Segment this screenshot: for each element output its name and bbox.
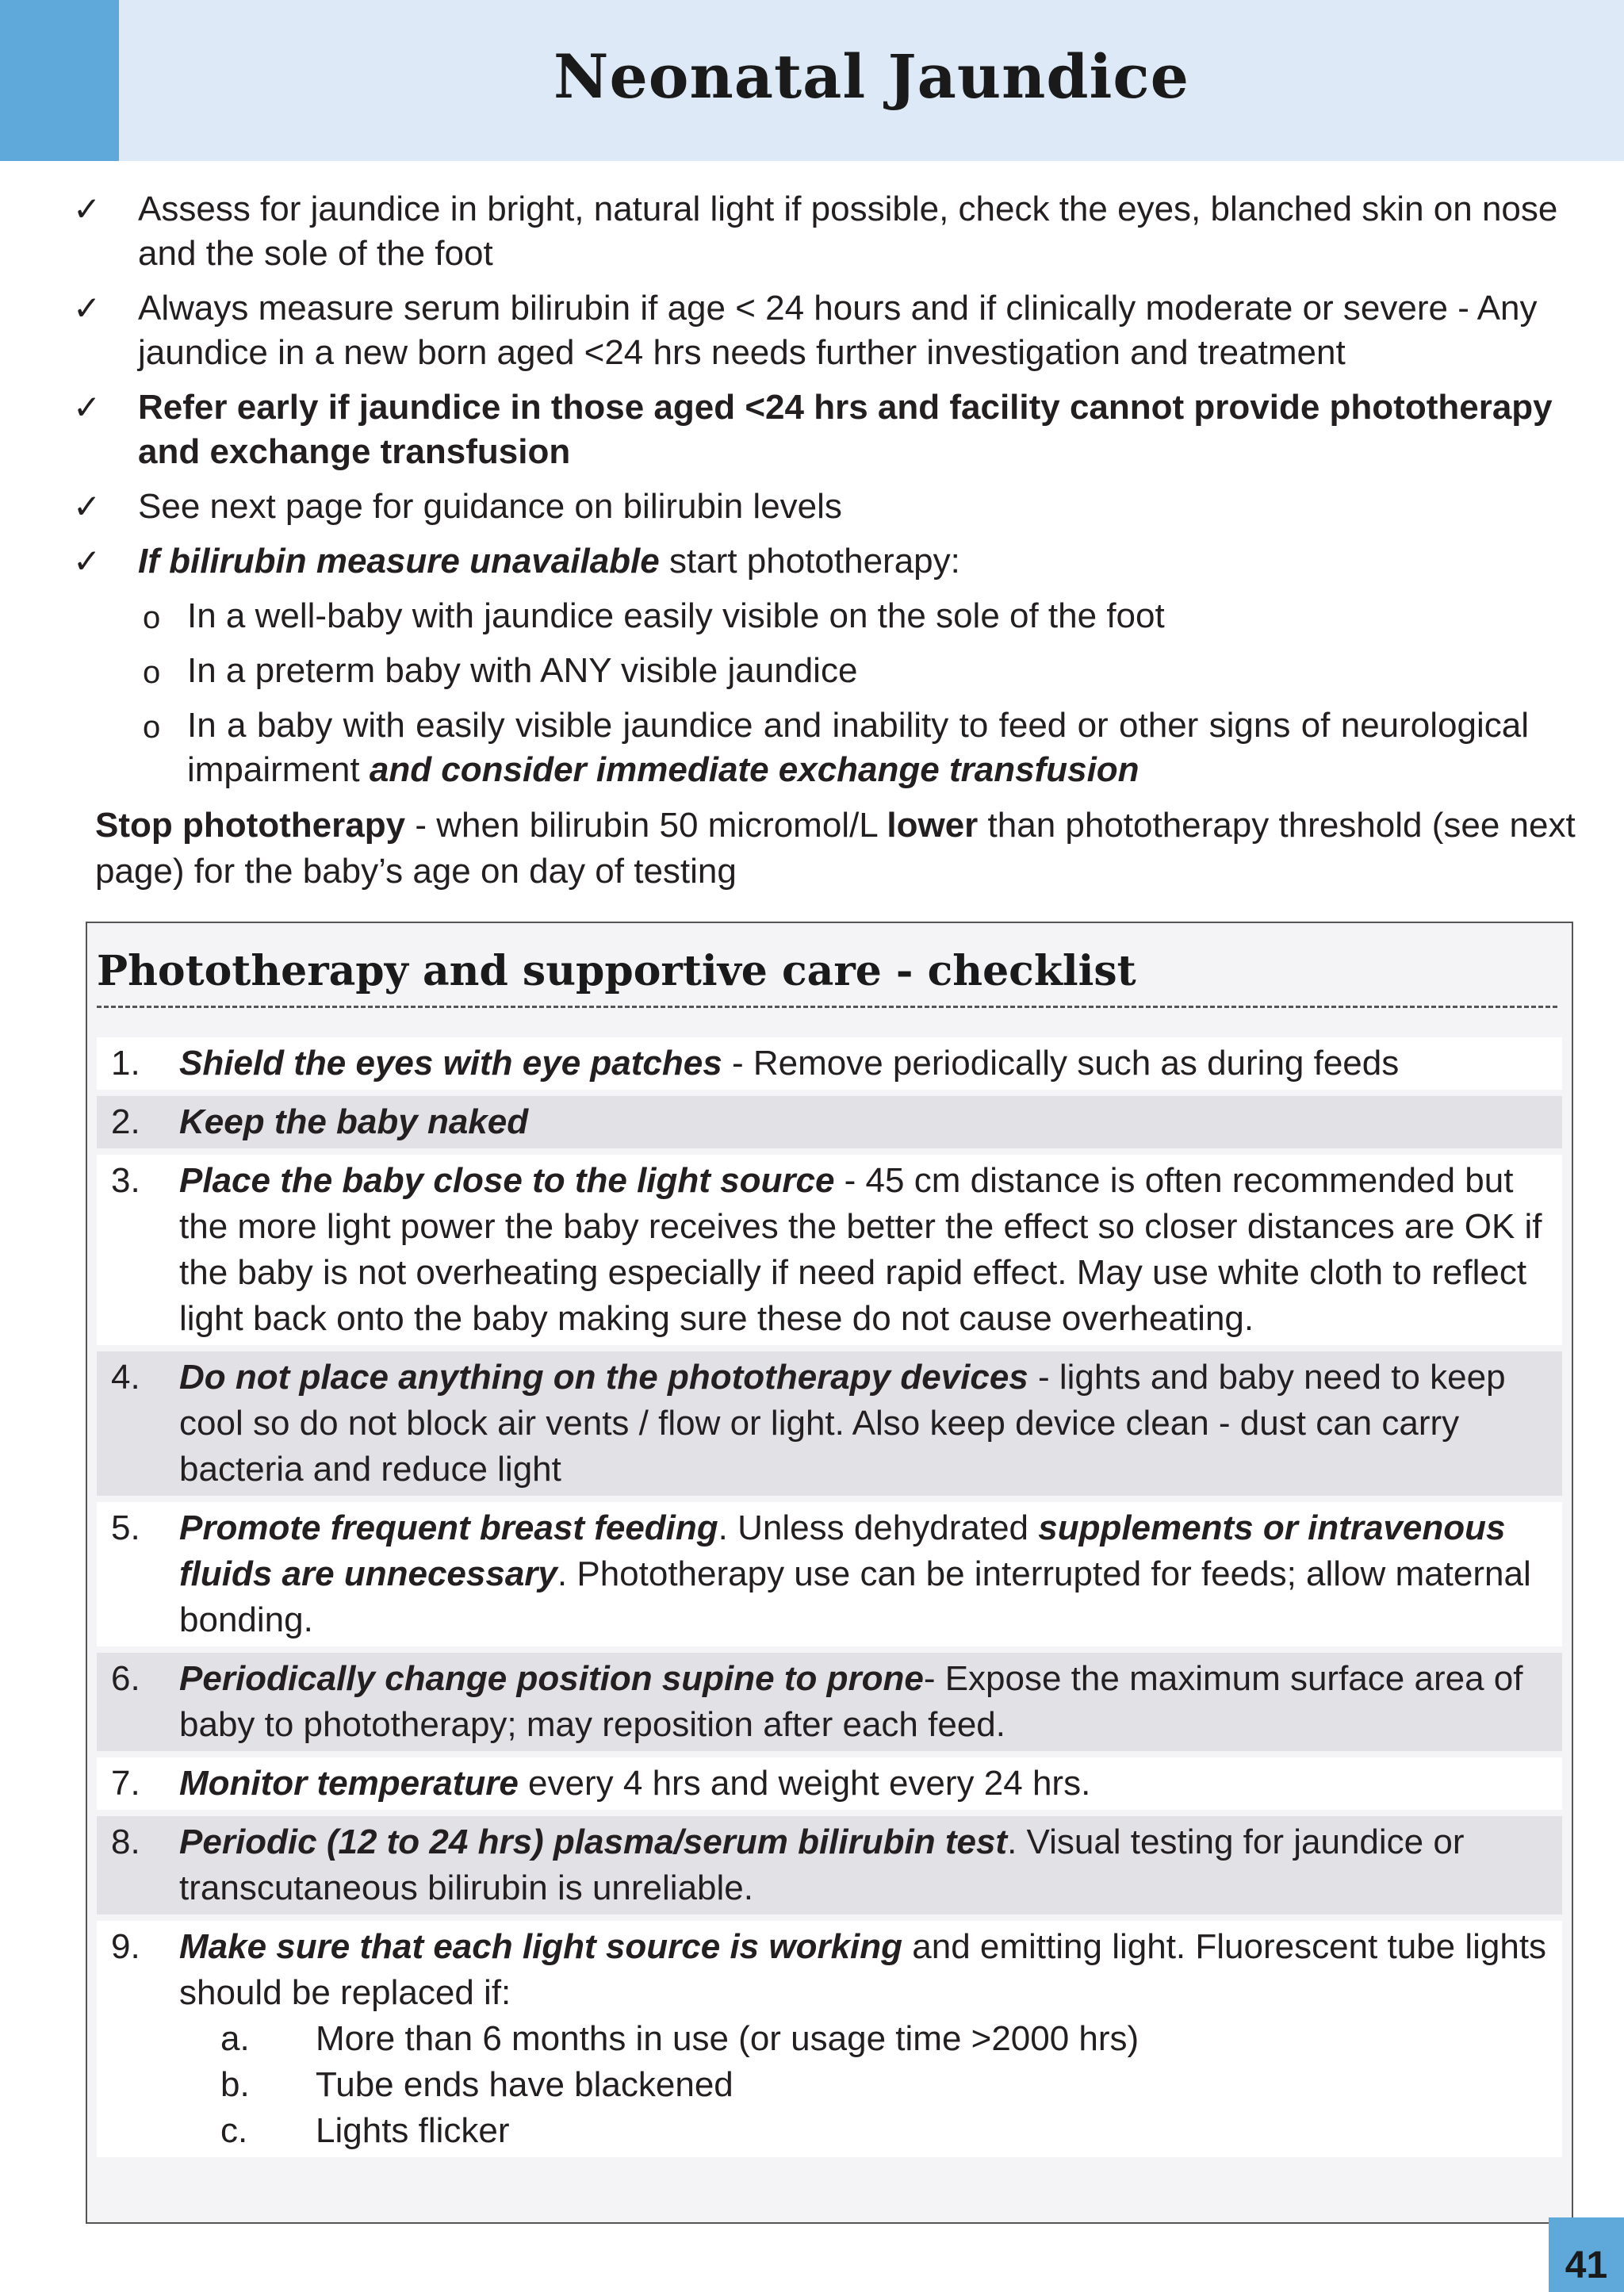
row-text: - 45 cm distance is often recommended but the more light power the baby receives the better the effect so closer distances are OK if the baby is not overheating especially if need rapid effect. May use white cloth to reflect light back onto the baby making sure these do not cause overheating. [179, 1161, 1542, 1338]
sub-bullet-text: In a preterm baby with ANY visible jaundice [187, 651, 858, 690]
row-number: 5. [111, 1508, 140, 1547]
sub-bullet-text: In a baby with easily visible jaundice and inability to feed or other signs of neurological impairment [187, 706, 1529, 789]
row-text: . Visual testing for jaundice or transcutaneous bilirubin is unreliable. [179, 1822, 1465, 1907]
row-emphasis: Keep the baby naked [179, 1102, 529, 1141]
check-item-text: Always measure serum bilirubin if age < 24 hours and if clinically moderate or severe - Any jaundice in a new born aged <24 hrs needs further investigation and treatment [138, 289, 1538, 372]
row-text: every 4 hrs and weight every 24 hrs. [518, 1764, 1091, 1803]
row-text: - Expose the maximum surface area of baby to phototherapy; may reposition after each feed. [179, 1659, 1523, 1744]
row-number: 1. [111, 1044, 140, 1083]
checklist-row [97, 1502, 1562, 1646]
sub-list-letter: a. [220, 2019, 250, 2058]
row-emphasis: supplements or intravenous fluids are unnecessary [179, 1508, 1506, 1593]
checklist-box [86, 922, 1573, 2224]
check-item-text: See next page for guidance on bilirubin levels [138, 487, 842, 526]
row-emphasis: Place the baby close to the light source [179, 1161, 835, 1200]
header-accent-tab [0, 0, 119, 161]
sub-list-text: More than 6 months in use (or usage time >2000 hrs) [316, 2019, 1139, 2058]
stop-text: - when bilirubin 50 micromol/L [405, 806, 887, 845]
row-number: 4. [111, 1358, 140, 1397]
circle-bullet-icon: o [143, 600, 161, 635]
intro-list [0, 187, 1624, 895]
page-title: Neonatal Jaundice [553, 41, 1190, 112]
check-item-emphasis: If bilirubin measure unavailable [138, 542, 660, 581]
circle-bullet-icon: o [143, 655, 161, 690]
row-text: - lights and baby need to keep cool so do not block air vents / flow or light. Also keep device clean - dust can carry bacteria and reduce light [179, 1358, 1506, 1489]
row-text: . Unless dehydrated [718, 1508, 1039, 1547]
row-text: - Remove periodically such as during feeds [722, 1044, 1400, 1083]
row-emphasis: Promote frequent breast feeding [179, 1508, 718, 1547]
row-number: 6. [111, 1659, 140, 1698]
sub-bullet-item [0, 649, 1624, 693]
checklist-row [97, 1096, 1562, 1148]
checkmark-icon: ✓ [73, 289, 102, 328]
sub-list-text: Tube ends have blackened [316, 2065, 733, 2104]
check-item [0, 385, 1624, 474]
row-emphasis: Shield the eyes with eye patches [179, 1044, 722, 1083]
checklist-rows [97, 1037, 1562, 2164]
row-text: . Phototherapy use can be interrupted for feeds; allow maternal bonding. [179, 1554, 1531, 1639]
sub-bullet-item [0, 703, 1624, 792]
checklist-row [97, 1037, 1562, 1090]
checkmark-icon: ✓ [73, 542, 102, 581]
sub-list-text: Lights flicker [316, 2111, 510, 2150]
row-emphasis: Do not place anything on the phototherapy devices [179, 1358, 1028, 1397]
checklist-row [97, 1351, 1562, 1496]
stop-text-end: than phototherapy threshold (see next page) for the baby’s age on day of testing [95, 806, 1576, 891]
row-number: 7. [111, 1764, 140, 1803]
check-item [0, 286, 1624, 375]
sub-bullet-emphasis: and consider immediate exchange transfusion [369, 750, 1139, 789]
checklist-row [97, 1757, 1562, 1810]
row-emphasis: Make sure that each light source is working [179, 1927, 903, 1966]
row-emphasis: Periodically change position supine to prone [179, 1659, 924, 1698]
checklist-row [97, 1155, 1562, 1345]
page-number: 41 [1549, 2217, 1624, 2292]
check-item [0, 187, 1624, 276]
check-item-text: Refer early if jaundice in those aged <24 hrs and facility cannot provide phototherapy and exchange transfusion [138, 388, 1553, 471]
row-number: 9. [111, 1927, 140, 1966]
checkmark-icon: ✓ [73, 190, 102, 228]
check-item [0, 539, 1624, 584]
checklist-row [97, 1653, 1562, 1751]
checkmark-icon: ✓ [73, 487, 102, 526]
row-emphasis: Periodic (12 to 24 hrs) plasma/serum bilirubin test [179, 1822, 1008, 1861]
row-text: and emitting light. Fluorescent tube lights should be replaced if: [179, 1927, 1547, 2012]
stop-label: Stop phototherapy [95, 806, 406, 845]
row-number: 2. [111, 1102, 140, 1141]
checklist-row [97, 1921, 1562, 2157]
circle-bullet-icon: o [143, 710, 161, 745]
row-emphasis: Monitor temperature [179, 1764, 519, 1803]
sub-bullet-item [0, 594, 1624, 638]
stop-lower: lower [887, 806, 979, 845]
sub-list-letter: c. [220, 2111, 248, 2150]
check-item-text: start phototherapy: [659, 542, 960, 581]
row-number: 8. [111, 1822, 140, 1861]
sub-bullet-text: In a well-baby with jaundice easily visible on the sole of the foot [187, 596, 1165, 635]
sub-list-item [179, 2062, 1557, 2108]
checklist-row [97, 1816, 1562, 1914]
sub-list-item [179, 2108, 1557, 2154]
checkmark-icon: ✓ [73, 388, 102, 427]
stop-phototherapy-note [0, 803, 1624, 895]
sub-list-letter: b. [220, 2065, 250, 2104]
check-item-text: Assess for jaundice in bright, natural light if possible, check the eyes, blanched skin on nose and the sole of the foot [138, 190, 1558, 273]
checklist-title: Phototherapy and supportive care - checklist [97, 947, 1557, 1008]
sub-list-item [179, 2016, 1557, 2062]
check-item [0, 485, 1624, 529]
row-number: 3. [111, 1161, 140, 1200]
